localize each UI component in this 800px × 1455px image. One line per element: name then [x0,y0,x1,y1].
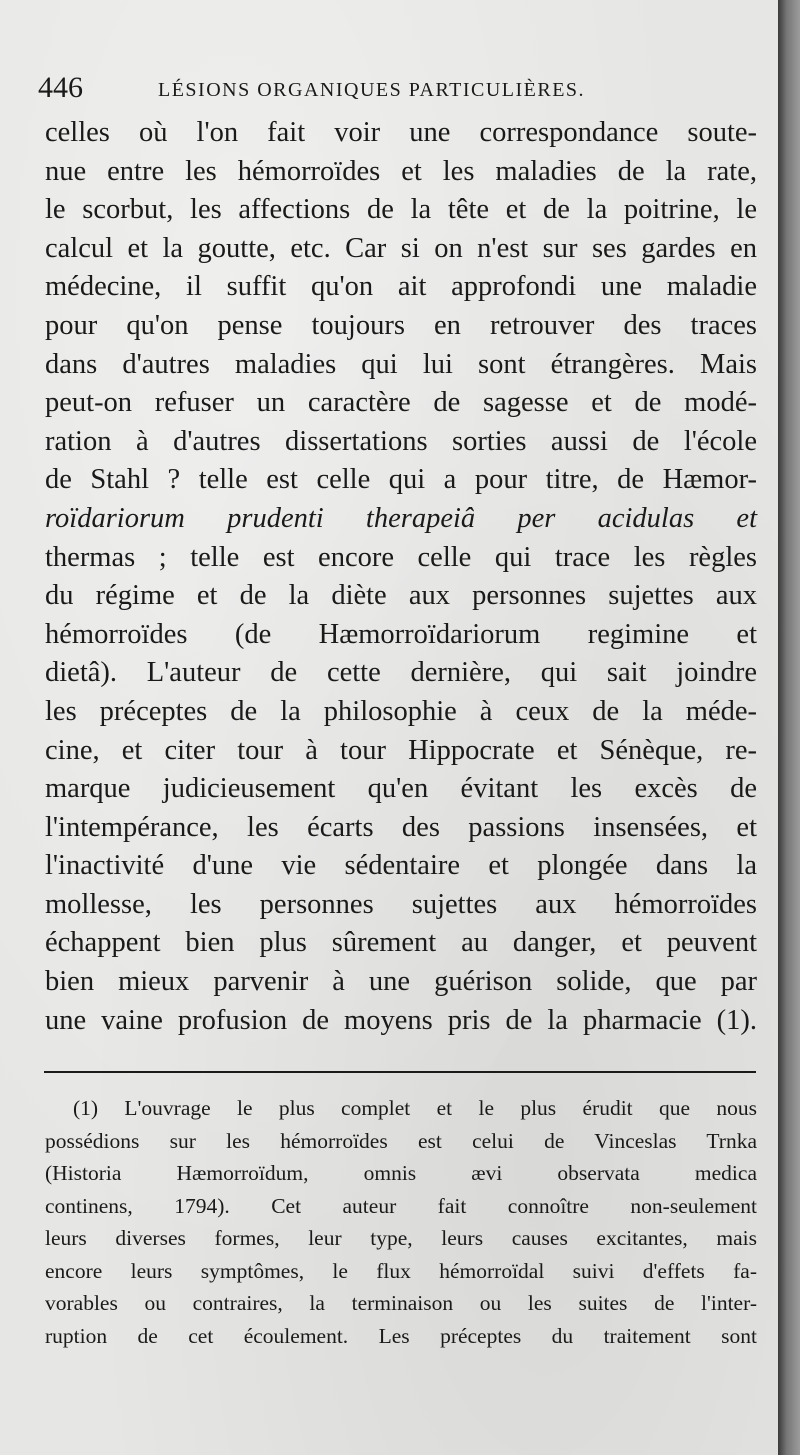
text-line: l'intempérance, les écarts des passions insensées, et [45,811,757,843]
text-line: nue entre les hémorroïdes et les maladies de la rate, [45,155,757,187]
text-line: les préceptes de la philosophie à ceux de la méde- [45,695,757,727]
text-line: une vaine profusion de moyens pris de la pharmacie (1). [45,1004,757,1036]
text-line: échappent bien plus sûrement au danger, et peuvent [45,927,757,959]
text-line: peut-on refuser un caractère de sagesse et de modé- [45,387,757,419]
text-line: bien mieux parvenir à une guérison solide, que par [45,966,757,998]
footnote-line: possédions sur les hémorroïdes est celui de Vinceslas Trnka [45,1128,757,1153]
text-line: dans d'autres maladies qui lui sont étrangères. Mais [45,348,757,380]
main-text [45,114,757,1040]
text-line: ration à d'autres dissertations sorties aussi de l'école [45,425,757,457]
footnote-line: continens, 1794). Cet auteur fait connoître non-seulement [45,1193,757,1218]
footnote-line: (Historia Hæmorroïdum, omnis ævi observata medica [45,1161,757,1185]
text-line: thermas ; telle est encore celle qui trace les règles [45,541,757,573]
text-line: médecine, il suffit qu'on ait approfondi une maladie [45,271,757,303]
footnote-line: (1) L'ouvrage le plus complet et le plus érudit que nous [73,1096,757,1120]
text-line: calcul et la goutte, etc. Car si on n'est sur ses gardes en [45,232,757,264]
book-binding-edge [778,0,800,1455]
text-line: du régime et de la diète aux personnes sujettes aux [45,580,757,612]
page-header [38,70,758,110]
text-line: mollesse, les personnes sujettes aux hémorroïdes [45,888,757,920]
footnote [45,1092,757,1352]
text-line: de Stahl ? telle est celle qui a pour titre, de Hæmor- [45,464,757,496]
running-title: LÉSIONS ORGANIQUES PARTICULIÈRES. [158,79,586,101]
text-line: pour qu'on pense toujours en retrouver des traces [45,309,757,341]
footnote-line: vorables ou contraires, la terminaison ou les suites de l'inter- [45,1291,757,1315]
text-line: roïdariorum prudenti therapeiâ per acidulas et [45,502,757,534]
text-line: dietâ). L'auteur de cette dernière, qui sait joindre [45,657,757,689]
text-line: celles où l'on fait voir une correspondance soute- [45,117,757,148]
footnote-line: ruption de cet écoulement. Les préceptes du traitement sont [45,1323,757,1348]
footnote-line: leurs diverses formes, leur type, leurs causes excitantes, mais [45,1226,757,1250]
text-line: marque judicieusement qu'en évitant les excès de [45,773,757,805]
text-line: cine, et citer tour à tour Hippocrate et Sénèque, re- [45,734,757,766]
page-number: 446 [38,71,83,104]
text-line: l'inactivité d'une vie sédentaire et plongée dans la [45,850,757,882]
text-line: le scorbut, les affections de la tête et de la poitrine, le [45,194,757,226]
text-line: hémorroïdes (de Hæmorroïdariorum regimine et [45,618,757,650]
footnote-rule [44,1071,756,1073]
footnote-line: encore leurs symptômes, le flux hémorroïdal suivi d'effets fa- [45,1258,757,1283]
